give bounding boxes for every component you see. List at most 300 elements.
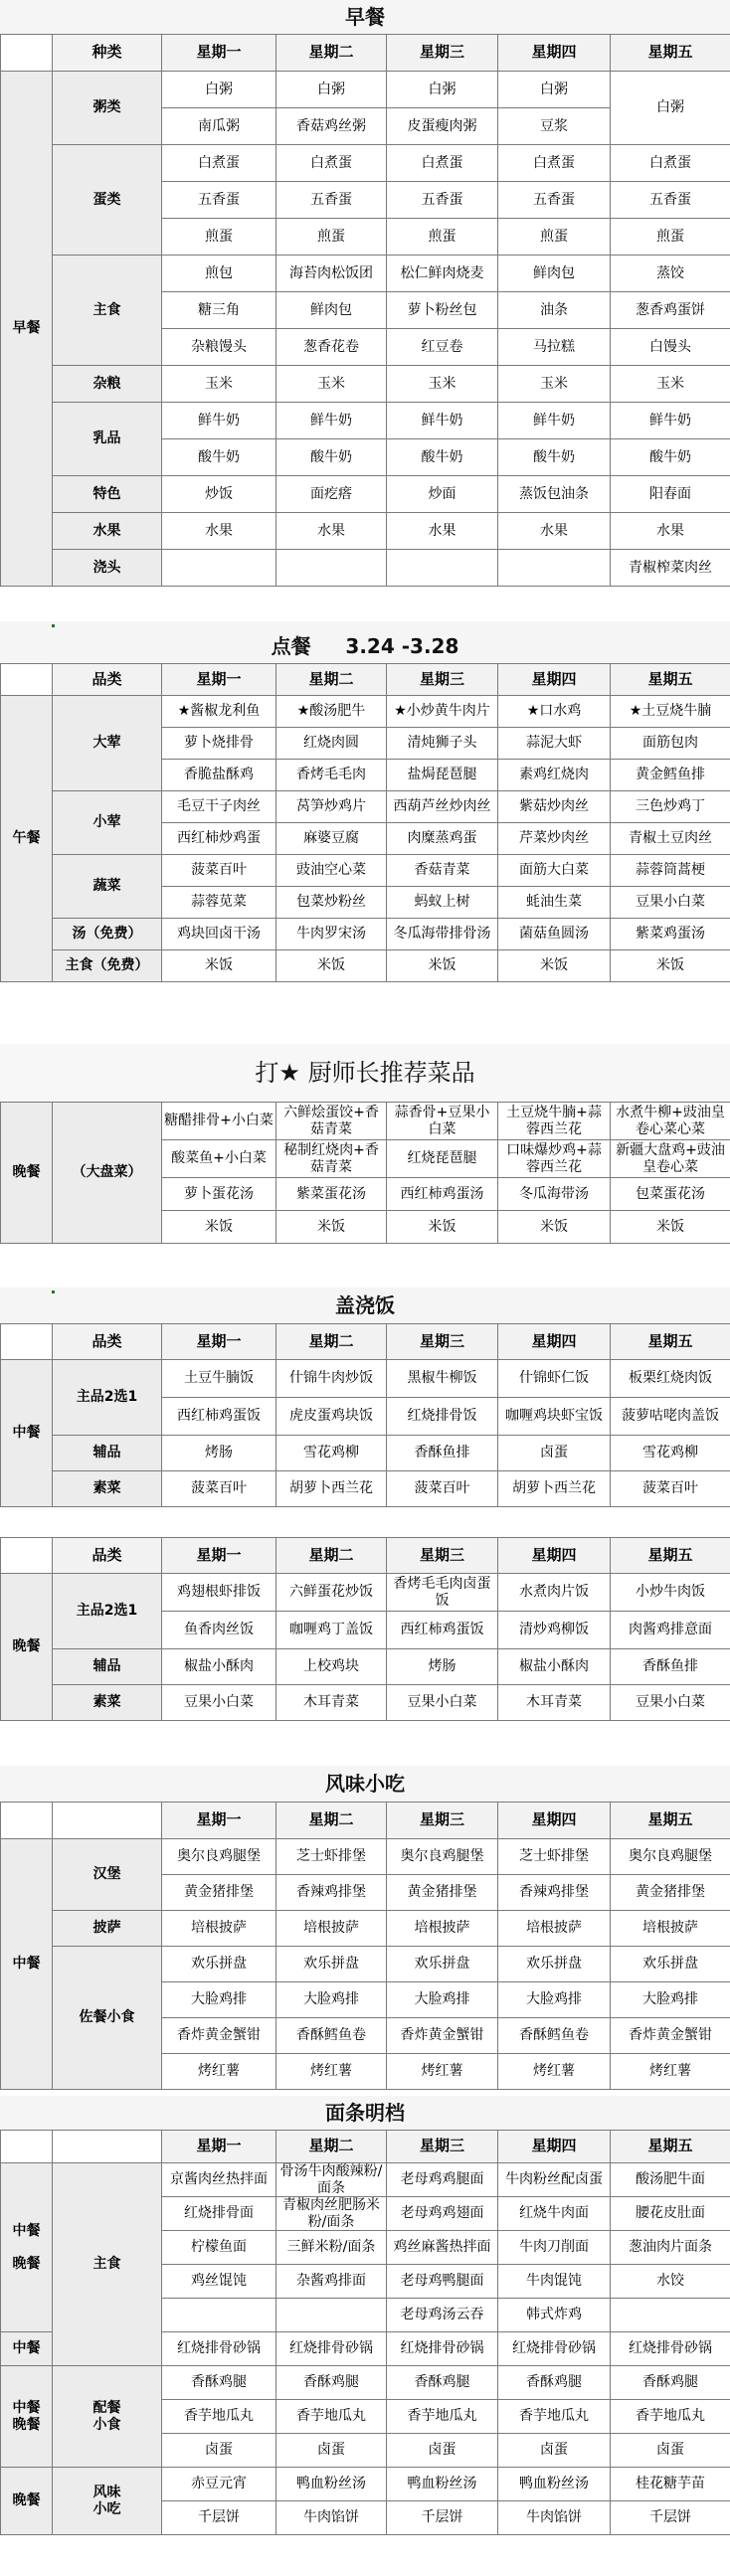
menu-cell: 大脸鸡排 xyxy=(276,1982,387,2018)
menu-cell: 土豆烧牛腩+蒜蓉西兰花 xyxy=(498,1103,611,1140)
menu-cell: 米饭 xyxy=(162,1211,276,1244)
menu-cell: 红烧排骨饭 xyxy=(387,1398,498,1436)
menu-cell: 烤红薯 xyxy=(162,2054,276,2090)
menu-cell: 欢乐拼盘 xyxy=(611,1947,730,1982)
menu-cell: 五香蛋 xyxy=(276,182,387,219)
day-header: 星期三 xyxy=(387,1803,498,1839)
day-header: 星期三 xyxy=(387,2131,498,2163)
menu-cell: 芹菜炒肉丝 xyxy=(498,823,611,855)
menu-cell: 红烧琵琶腿 xyxy=(387,1140,498,1178)
menu-cell: 西红柿鸡蛋汤 xyxy=(387,1178,498,1211)
menu-cell: 菠菜百叶 xyxy=(162,1471,276,1507)
lunch-header-row xyxy=(1,664,730,696)
menu-cell: 西葫芦丝炒肉丝 xyxy=(387,791,498,823)
menu-cell: 白煮蛋 xyxy=(387,145,498,182)
menu-cell: 香辣鸡排堡 xyxy=(498,1875,611,1911)
category-label: 小荤 xyxy=(53,791,162,855)
table-row xyxy=(1,145,730,182)
category-label: 浇头 xyxy=(53,550,162,587)
menu-cell: 烤红薯 xyxy=(276,2054,387,2090)
category-label: 主食 xyxy=(53,256,162,366)
table-row xyxy=(1,1471,730,1507)
menu-cell: 米饭 xyxy=(611,1211,730,1244)
menu-cell: 牛肉刀削面 xyxy=(498,2231,611,2265)
table-row xyxy=(1,1649,730,1685)
lunch-order-table xyxy=(0,663,730,982)
category-label: 素菜 xyxy=(53,1471,162,1507)
menu-cell: 牛肉罗宋汤 xyxy=(276,919,387,950)
menu-cell: 煎包 xyxy=(162,256,276,292)
meal-label: 中餐 xyxy=(1,1839,53,2090)
chef-recommend-title: 打★ 厨师长推荐菜品 xyxy=(0,1044,730,1102)
menu-cell: 豆果小白菜 xyxy=(387,1685,498,1721)
menu-cell: 白馒头 xyxy=(611,329,730,366)
table-row xyxy=(1,919,730,950)
menu-cell: 红烧排骨砂锅 xyxy=(498,2332,611,2366)
menu-cell: 鸡块回卤干汤 xyxy=(162,919,276,950)
menu-cell: 玉米 xyxy=(611,366,730,403)
table-row xyxy=(1,550,730,587)
day-header: 星期五 xyxy=(611,35,730,72)
menu-cell: 红烧排骨砂锅 xyxy=(611,2332,730,2366)
menu-cell: ★土豆烧牛腩 xyxy=(611,696,730,728)
day-header: 星期一 xyxy=(162,35,276,72)
gaijiao-dinner-table xyxy=(0,1537,730,1721)
menu-cell: 鸡丝馄饨 xyxy=(162,2265,276,2299)
meal-label: 中餐 晚餐 xyxy=(1,2163,53,2332)
menu-cell: 烤红薯 xyxy=(611,2054,730,2090)
day-header: 星期三 xyxy=(387,35,498,72)
menu-cell: 红烧排骨砂锅 xyxy=(276,2332,387,2366)
menu-cell: 赤豆元宵 xyxy=(162,2468,276,2501)
day-header: 星期五 xyxy=(611,1803,730,1839)
menu-cell: 胡萝卜西兰花 xyxy=(276,1471,387,1507)
table-row xyxy=(1,855,730,887)
menu-cell: 白粥 xyxy=(387,72,498,108)
day-header: 星期二 xyxy=(276,1324,387,1360)
menu-cell: 香芋地瓜丸 xyxy=(162,2400,276,2434)
category-label: 辅品 xyxy=(53,1436,162,1471)
menu-cell: 香炸黄金蟹钳 xyxy=(611,2018,730,2054)
breakfast-section xyxy=(0,0,730,587)
table-row xyxy=(1,1360,730,1398)
menu-cell: ★酱椒龙利鱼 xyxy=(162,696,276,728)
menu-cell: 香菇鸡丝粥 xyxy=(276,108,387,145)
menu-cell: 木耳青菜 xyxy=(276,1685,387,1721)
menu-cell: 玉米 xyxy=(276,366,387,403)
menu-cell: 冬瓜海带排骨汤 xyxy=(387,919,498,950)
meal-label: 中餐 晚餐 xyxy=(1,2366,53,2468)
menu-cell: 京酱肉丝热拌面 xyxy=(162,2163,276,2197)
menu-cell: 香酥鸡腿 xyxy=(387,2366,498,2400)
day-header: 星期三 xyxy=(387,1538,498,1574)
day-header: 星期五 xyxy=(611,664,730,696)
meal-label: 中餐 xyxy=(1,2332,53,2366)
menu-cell: 蚝油生菜 xyxy=(498,887,611,919)
category-label: 风味 小吃 xyxy=(53,2468,162,2535)
menu-cell: 芝士虾排堡 xyxy=(498,1839,611,1875)
day-header: 星期二 xyxy=(276,664,387,696)
menu-cell: 水煮肉片饭 xyxy=(498,1574,611,1612)
menu-cell: 豆果小白菜 xyxy=(162,1685,276,1721)
menu-cell: 红烧排骨砂锅 xyxy=(387,2332,498,2366)
menu-cell xyxy=(276,2299,387,2332)
menu-cell: 白粥 xyxy=(498,72,611,108)
column-header: 品类 xyxy=(53,1538,162,1574)
table-row xyxy=(1,791,730,823)
menu-cell: 水饺 xyxy=(611,2265,730,2299)
menu-cell: 红烧肉圆 xyxy=(276,728,387,760)
menu-cell: 培根披萨 xyxy=(498,1911,611,1947)
menu-cell: 白煮蛋 xyxy=(162,145,276,182)
menu-cell: 鲜牛奶 xyxy=(611,403,730,439)
category-label: 主食 xyxy=(53,2163,162,2366)
table-row xyxy=(1,950,730,982)
menu-cell: 白煮蛋 xyxy=(498,145,611,182)
menu-cell: 蒸饭包油条 xyxy=(498,476,611,513)
menu-cell: 菠菜百叶 xyxy=(162,855,276,887)
table-row xyxy=(1,513,730,550)
gaijiao-dinner-header-row xyxy=(1,1538,730,1574)
noodles-section xyxy=(0,2096,730,2535)
menu-cell: 红烧牛肉面 xyxy=(498,2197,611,2231)
gaijiao-section xyxy=(0,1288,730,1721)
menu-cell: 米饭 xyxy=(611,950,730,982)
table-row xyxy=(1,1574,730,1612)
menu-cell: 米饭 xyxy=(498,1211,611,1244)
menu-cell: 玉米 xyxy=(498,366,611,403)
gaijiao-title: 盖浇饭 xyxy=(0,1288,730,1323)
menu-cell: 六鲜蛋花炒饭 xyxy=(276,1574,387,1612)
category-label: 汤（免费） xyxy=(53,919,162,950)
day-header: 星期一 xyxy=(162,664,276,696)
menu-cell: 豉油空心菜 xyxy=(276,855,387,887)
noodles-title: 面条明档 xyxy=(0,2096,730,2130)
menu-cell: 南瓜粥 xyxy=(162,108,276,145)
menu-cell: 黄金猪排堡 xyxy=(611,1875,730,1911)
menu-cell: 青椒肉丝肥肠米粉/面条 xyxy=(276,2197,387,2231)
table-row xyxy=(1,366,730,403)
menu-cell: 葱香鸡蛋饼 xyxy=(611,292,730,329)
menu-cell: 清炖狮子头 xyxy=(387,728,498,760)
table-row xyxy=(1,2468,730,2501)
category-label: 大荤 xyxy=(53,696,162,791)
menu-cell xyxy=(611,2299,730,2332)
menu-cell: 盐焗琵琶腿 xyxy=(387,760,498,791)
menu-cell: 土豆牛腩饭 xyxy=(162,1360,276,1398)
gaijiao-lunch-header-row xyxy=(1,1324,730,1360)
menu-cell: 秘制红烧肉+香菇青菜 xyxy=(276,1140,387,1178)
menu-cell: 韩式炸鸡 xyxy=(498,2299,611,2332)
menu-cell: 烤红薯 xyxy=(387,2054,498,2090)
menu-cell: 西红柿鸡蛋饭 xyxy=(387,1612,498,1649)
menu-cell xyxy=(387,550,498,587)
menu-cell: 蒜香骨+豆果小白菜 xyxy=(387,1103,498,1140)
menu-cell xyxy=(162,2299,276,2332)
day-header: 星期四 xyxy=(498,1324,611,1360)
menu-cell: 酸牛奶 xyxy=(498,439,611,476)
table-row xyxy=(1,2163,730,2197)
menu-cell: 雪花鸡柳 xyxy=(276,1436,387,1471)
menu-cell: 黄金猪排堡 xyxy=(387,1875,498,1911)
breakfast-table xyxy=(0,34,730,587)
column-header: 品类 xyxy=(53,664,162,696)
menu-cell: 蒜蓉苋菜 xyxy=(162,887,276,919)
menu-cell: 水果 xyxy=(276,513,387,550)
category-label: 佐餐小食 xyxy=(53,1947,162,2090)
table-row xyxy=(1,256,730,292)
menu-cell: 千层饼 xyxy=(611,2501,730,2535)
menu-cell: 香脆盐酥鸡 xyxy=(162,760,276,791)
menu-cell: 培根披萨 xyxy=(276,1911,387,1947)
menu-cell: 咖喱鸡块虾宝饭 xyxy=(498,1398,611,1436)
menu-cell: 酸牛奶 xyxy=(387,439,498,476)
menu-cell: 炒面 xyxy=(387,476,498,513)
menu-cell: 卤蛋 xyxy=(387,2434,498,2468)
menu-cell: 红烧排骨砂锅 xyxy=(162,2332,276,2366)
menu-cell: 萝卜粉丝包 xyxy=(387,292,498,329)
menu-cell: ★小炒黄牛肉片 xyxy=(387,696,498,728)
day-header: 星期一 xyxy=(162,1538,276,1574)
menu-cell: 水果 xyxy=(498,513,611,550)
menu-cell: 糖三角 xyxy=(162,292,276,329)
menu-cell: 米饭 xyxy=(387,950,498,982)
menu-cell: 香烤毛毛肉 xyxy=(276,760,387,791)
day-header: 星期五 xyxy=(611,1538,730,1574)
menu-cell: 蒸饺 xyxy=(611,256,730,292)
menu-cell: 香辣鸡排堡 xyxy=(276,1875,387,1911)
menu-cell: 大脸鸡排 xyxy=(387,1982,498,2018)
menu-cell: 白粥 xyxy=(276,72,387,108)
menu-cell: 白粥 xyxy=(611,72,730,145)
breakfast-title: 早餐 xyxy=(0,0,730,34)
category-label: 披萨 xyxy=(53,1911,162,1947)
menu-cell: 萝卜蛋花汤 xyxy=(162,1178,276,1211)
menu-cell: 椒盐小酥肉 xyxy=(498,1649,611,1685)
menu-cell: 青椒土豆肉丝 xyxy=(611,823,730,855)
menu-cell: 紫菜鸡蛋汤 xyxy=(611,919,730,950)
menu-cell: 牛肉馄饨 xyxy=(498,2265,611,2299)
menu-cell: 腰花皮肚面 xyxy=(611,2197,730,2231)
menu-cell: 牛肉馅饼 xyxy=(276,2501,387,2535)
menu-cell: 松仁鲜肉烧麦 xyxy=(387,256,498,292)
menu-cell: 米饭 xyxy=(276,1211,387,1244)
menu-cell: 木耳青菜 xyxy=(498,1685,611,1721)
menu-cell: 牛肉馅饼 xyxy=(498,2501,611,2535)
menu-cell: 鸭血粉丝汤 xyxy=(276,2468,387,2501)
category-label: 杂粮 xyxy=(53,366,162,403)
menu-cell: 香炸黄金蟹钳 xyxy=(162,2018,276,2054)
menu-cell: 胡萝卜西兰花 xyxy=(498,1471,611,1507)
menu-cell: 紫菜蛋花汤 xyxy=(276,1178,387,1211)
day-header: 星期四 xyxy=(498,35,611,72)
menu-cell: 肉糜蒸鸡蛋 xyxy=(387,823,498,855)
column-header: 品类 xyxy=(53,1324,162,1360)
category-label: 粥类 xyxy=(53,72,162,145)
menu-cell: 香芋地瓜丸 xyxy=(611,2400,730,2434)
table-row xyxy=(1,696,730,728)
menu-cell: 米饭 xyxy=(498,950,611,982)
menu-cell: 香酥鸡腿 xyxy=(498,2366,611,2400)
menu-cell: 鸡丝麻酱热拌面 xyxy=(387,2231,498,2265)
menu-cell: 桂花糖芋苗 xyxy=(611,2468,730,2501)
menu-cell: 牛肉粉丝配卤蛋 xyxy=(498,2163,611,2197)
menu-cell: 杂粮馒头 xyxy=(162,329,276,366)
menu-cell: 卤蛋 xyxy=(498,2434,611,2468)
menu-cell: 五香蛋 xyxy=(498,182,611,219)
menu-cell: 菠萝咕咾肉盖饭 xyxy=(611,1398,730,1436)
menu-cell: 米饭 xyxy=(387,1211,498,1244)
dinner-big-table xyxy=(0,1102,730,1244)
menu-cell: 欢乐拼盘 xyxy=(387,1947,498,1982)
day-header: 星期五 xyxy=(611,1324,730,1360)
menu-cell: 香酥鸡腿 xyxy=(162,2366,276,2400)
menu-cell: 面筋大白菜 xyxy=(498,855,611,887)
menu-cell: 紫菇炒肉丝 xyxy=(498,791,611,823)
menu-cell: 欢乐拼盘 xyxy=(162,1947,276,1982)
category-label: 蛋类 xyxy=(53,145,162,256)
menu-cell: 什锦牛肉炒饭 xyxy=(276,1360,387,1398)
menu-cell: 清炒鸡柳饭 xyxy=(498,1612,611,1649)
menu-cell: 酸牛奶 xyxy=(276,439,387,476)
table-row xyxy=(1,1103,730,1140)
day-header: 星期一 xyxy=(162,1803,276,1839)
menu-cell: 三鲜米粉/面条 xyxy=(276,2231,387,2265)
menu-cell: 煎蛋 xyxy=(611,219,730,256)
menu-cell: 酸菜鱼+小白菜 xyxy=(162,1140,276,1178)
table-row xyxy=(1,403,730,439)
menu-cell: 冬瓜海带汤 xyxy=(498,1178,611,1211)
menu-cell: 煎蛋 xyxy=(498,219,611,256)
menu-cell: 卤蛋 xyxy=(498,1436,611,1471)
menu-cell: 五香蛋 xyxy=(162,182,276,219)
menu-cell: 水煮牛柳+豉油皇卷心菜心菜 xyxy=(611,1103,730,1140)
menu-cell: 酸牛奶 xyxy=(162,439,276,476)
menu-cell: 肉酱鸡排意面 xyxy=(611,1612,730,1649)
menu-cell: 奥尔良鸡腿堡 xyxy=(162,1839,276,1875)
menu-cell: 老母鸡鸡腿面 xyxy=(387,2163,498,2197)
green-mark xyxy=(52,1290,55,1293)
meal-label: 午餐 xyxy=(1,696,53,982)
menu-cell: 鲜牛奶 xyxy=(162,403,276,439)
menu-cell: 青椒榨菜肉丝 xyxy=(611,550,730,587)
menu-cell: 鸭血粉丝汤 xyxy=(387,2468,498,2501)
menu-cell: 玉米 xyxy=(162,366,276,403)
menu-cell: 豆果小白菜 xyxy=(611,887,730,919)
menu-cell: 水果 xyxy=(387,513,498,550)
menu-cell: 奥尔良鸡腿堡 xyxy=(611,1839,730,1875)
table-row xyxy=(1,1947,730,1982)
meal-label: 晚餐 xyxy=(1,1574,53,1721)
menu-cell: 鸭血粉丝汤 xyxy=(498,2468,611,2501)
menu-cell: 五香蛋 xyxy=(611,182,730,219)
day-header: 星期三 xyxy=(387,1324,498,1360)
menu-cell: 欢乐拼盘 xyxy=(276,1947,387,1982)
menu-cell: 菠菜百叶 xyxy=(387,1471,498,1507)
category-label: 素菜 xyxy=(53,1685,162,1721)
menu-cell: 香酥鱼排 xyxy=(387,1436,498,1471)
table-row xyxy=(1,1839,730,1875)
menu-cell: 菠菜百叶 xyxy=(611,1471,730,1507)
day-header: 星期二 xyxy=(276,2131,387,2163)
menu-cell: 鲜肉包 xyxy=(498,256,611,292)
menu-cell: 马拉糕 xyxy=(498,329,611,366)
table-row xyxy=(1,1436,730,1471)
menu-cell: 香炸黄金蟹钳 xyxy=(387,2018,498,2054)
menu-cell: 上校鸡块 xyxy=(276,1649,387,1685)
day-header: 星期五 xyxy=(611,2131,730,2163)
menu-cell: 蒜泥大虾 xyxy=(498,728,611,760)
menu-cell: 面疙瘩 xyxy=(276,476,387,513)
menu-cell: 水果 xyxy=(162,513,276,550)
menu-cell: 香酥鱼排 xyxy=(611,1649,730,1685)
meal-label: 中餐 xyxy=(1,1360,53,1507)
category-label: 配餐 小食 xyxy=(53,2366,162,2468)
menu-cell: 蚂蚁上树 xyxy=(387,887,498,919)
menu-cell: 大脸鸡排 xyxy=(498,1982,611,2018)
table-row xyxy=(1,2366,730,2400)
meal-label: 晚餐 xyxy=(1,2468,53,2535)
menu-cell: 咖喱鸡丁盖饭 xyxy=(276,1612,387,1649)
menu-cell: ★酸汤肥牛 xyxy=(276,696,387,728)
menu-cell: 香酥鸡腿 xyxy=(611,2366,730,2400)
menu-cell: 千层饼 xyxy=(162,2501,276,2535)
breakfast-header-row xyxy=(1,35,730,72)
menu-cell: 红烧排骨面 xyxy=(162,2197,276,2231)
menu-cell: 柠檬鱼面 xyxy=(162,2231,276,2265)
menu-cell: 鲜牛奶 xyxy=(276,403,387,439)
menu-cell: 煎蛋 xyxy=(276,219,387,256)
table-row xyxy=(1,476,730,513)
menu-cell: 黄金鳕鱼排 xyxy=(611,760,730,791)
category-label: 主食（免费） xyxy=(53,950,162,982)
menu-cell: 白煮蛋 xyxy=(276,145,387,182)
menu-cell: 炒饭 xyxy=(162,476,276,513)
menu-cell: 毛豆干子肉丝 xyxy=(162,791,276,823)
menu-cell: 板栗红烧肉饭 xyxy=(611,1360,730,1398)
menu-cell: 黄金猪排堡 xyxy=(162,1875,276,1911)
menu-cell: 西红柿炒鸡蛋 xyxy=(162,823,276,855)
menu-cell: 莴笋炒鸡片 xyxy=(276,791,387,823)
menu-cell: 奥尔良鸡腿堡 xyxy=(387,1839,498,1875)
menu-cell: 老母鸡鸭腿面 xyxy=(387,2265,498,2299)
menu-cell: 千层饼 xyxy=(387,2501,498,2535)
menu-cell: 包菜炒粉丝 xyxy=(276,887,387,919)
menu-cell: 豆果小白菜 xyxy=(611,1685,730,1721)
noodles-header-row xyxy=(1,2131,730,2163)
menu-cell: 萝卜烧排骨 xyxy=(162,728,276,760)
menu-cell: 玉米 xyxy=(387,366,498,403)
menu-cell: 六鲜烩蛋饺+香菇青菜 xyxy=(276,1103,387,1140)
menu-cell: 香酥鳕鱼卷 xyxy=(276,2018,387,2054)
snacks-header-row xyxy=(1,1803,730,1839)
menu-cell: 鲜牛奶 xyxy=(498,403,611,439)
menu-cell: 糖醋排骨+小白菜 xyxy=(162,1103,276,1140)
day-header: 星期二 xyxy=(276,35,387,72)
menu-cell: 口味爆炒鸡+蒜蓉西兰花 xyxy=(498,1140,611,1178)
day-header: 星期三 xyxy=(387,664,498,696)
lunch-order-title: 点餐 3.24 -3.28 xyxy=(0,621,730,663)
menu-cell: 鲜肉包 xyxy=(276,292,387,329)
day-header: 星期一 xyxy=(162,2131,276,2163)
day-header: 星期二 xyxy=(276,1803,387,1839)
menu-cell: 包菜蛋花汤 xyxy=(611,1178,730,1211)
menu-cell: 酸牛奶 xyxy=(611,439,730,476)
menu-cell: 米饭 xyxy=(276,950,387,982)
menu-cell: 椒盐小酥肉 xyxy=(162,1649,276,1685)
category-label: 汉堡 xyxy=(53,1839,162,1911)
menu-cell: 新疆大盘鸡+豉油皇卷心菜 xyxy=(611,1140,730,1178)
